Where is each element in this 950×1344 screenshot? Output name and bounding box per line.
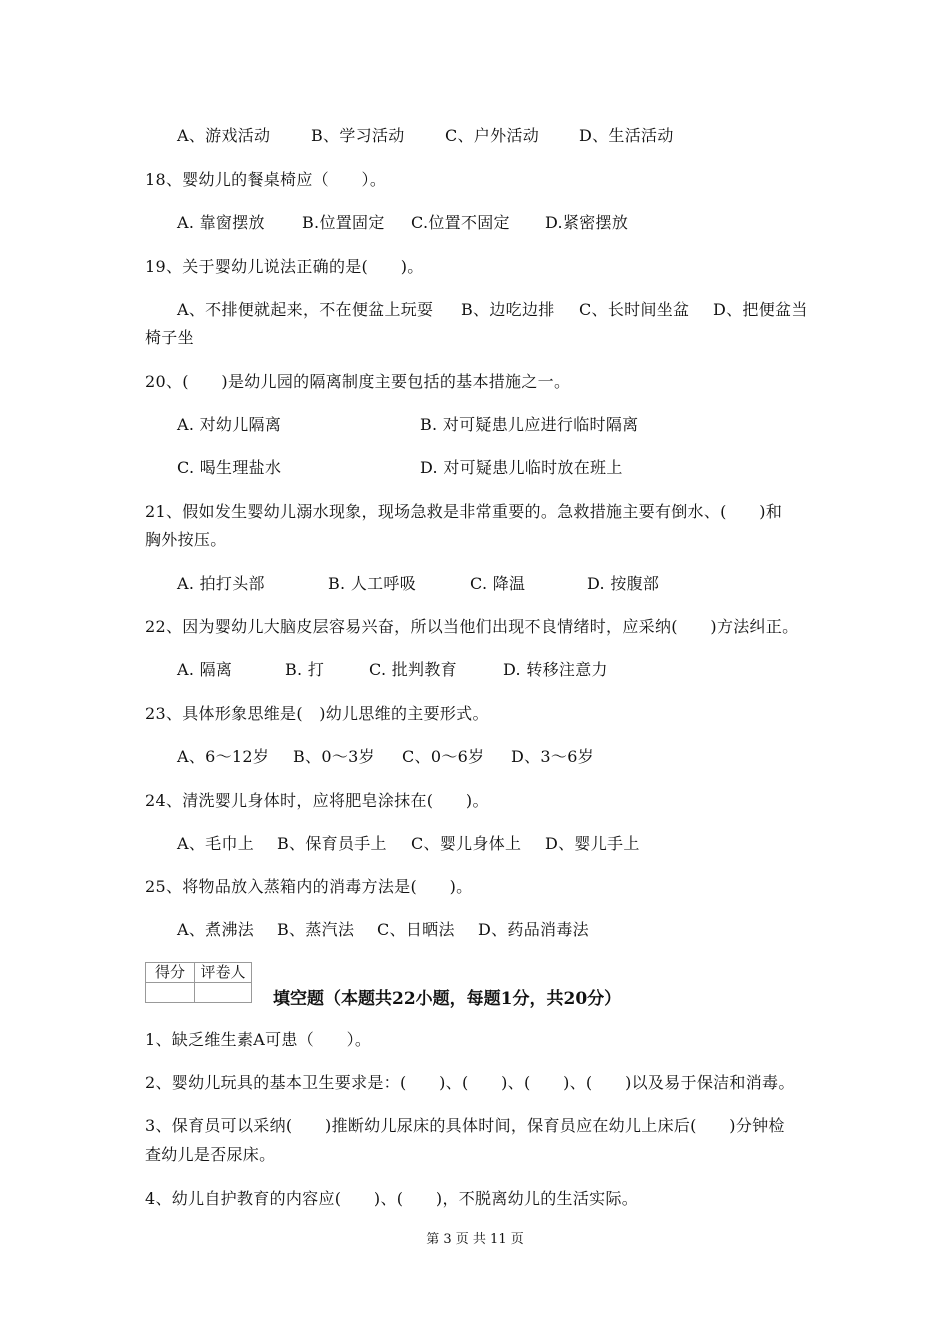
option-c: C、户外活动	[445, 126, 540, 145]
question-25: 25、将物品放入蒸箱内的消毒方法是( )。	[145, 877, 473, 896]
fill-question-3-wrap: 查幼儿是否尿床。	[145, 1145, 276, 1164]
score-table	[145, 962, 252, 1003]
option-a: A. 隔离	[177, 660, 233, 679]
option-a: A、煮沸法	[177, 920, 255, 939]
section-title: 填空题（本题共22小题，每题1分，共20分）	[273, 989, 622, 1009]
score-header: 得分	[146, 963, 195, 983]
question-24: 24、清洗婴儿身体时，应将肥皂涂抹在( )。	[145, 791, 489, 810]
option-c: C、0～6岁	[402, 747, 485, 766]
question-18: 18、婴幼儿的餐桌椅应（ ）。	[145, 170, 387, 189]
option-d: D、把便盆当	[713, 300, 808, 319]
option-c: C. 批判教育	[369, 660, 457, 679]
option-a: A、游戏活动	[177, 126, 271, 145]
option-d: D. 按腹部	[587, 574, 660, 593]
fill-question-3: 3、保育员可以采纳( )推断幼儿尿床的具体时间，保育员应在幼儿上床后( )分钟检	[145, 1116, 785, 1135]
option-b: B.位置固定	[302, 213, 385, 232]
option-c: C、婴儿身体上	[411, 834, 522, 853]
score-cell[interactable]	[146, 983, 195, 1003]
option-b: B、边吃边排	[461, 300, 555, 319]
q19-option-d-wrap: 椅子坐	[145, 328, 194, 347]
option-a: A、6～12岁	[177, 747, 270, 766]
option-a: A、不排便就起来，不在便盆上玩耍	[177, 300, 434, 319]
option-b: B、蒸汽法	[277, 920, 355, 939]
fill-question-2: 2、婴幼儿玩具的基本卫生要求是：( )、( )、( )、( )以及易于保洁和消毒。	[145, 1073, 795, 1092]
fill-question-4: 4、幼儿自护教育的内容应( )、( )，不脱离幼儿的生活实际。	[145, 1189, 639, 1208]
option-b: B、保育员手上	[277, 834, 387, 853]
option-d: D、婴儿手上	[545, 834, 640, 853]
option-c: C、日晒法	[377, 920, 455, 939]
option-c: C. 喝生理盐水	[177, 458, 282, 477]
grader-header: 评卷人	[195, 963, 252, 983]
fill-question-1: 1、缺乏维生素A可患（ ）。	[145, 1030, 372, 1049]
grader-cell[interactable]	[195, 983, 252, 1003]
question-22: 22、因为婴幼儿大脑皮层容易兴奋，所以当他们出现不良情绪时，应采纳( )方法纠正。	[145, 617, 799, 636]
option-d: D、药品消毒法	[478, 920, 589, 939]
option-c: C、长时间坐盆	[579, 300, 690, 319]
option-a: A. 靠窗摆放	[177, 213, 265, 232]
question-20: 20、( )是幼儿园的隔离制度主要包括的基本措施之一。	[145, 372, 571, 391]
option-b: B、0～3岁	[293, 747, 375, 766]
option-b: B. 人工呼吸	[328, 574, 417, 593]
page-number: 第 3 页 共 11 页	[426, 1232, 524, 1247]
option-b: B. 打	[285, 660, 325, 679]
option-d: D. 转移注意力	[503, 660, 608, 679]
option-b: B、学习活动	[311, 126, 405, 145]
question-21: 21、假如发生婴幼儿溺水现象，现场急救是非常重要的。急救措施主要有倒水、( )和	[145, 502, 783, 521]
option-c: C. 降温	[470, 574, 526, 593]
option-b: B. 对可疑患儿应进行临时隔离	[420, 415, 639, 434]
option-d: D. 对可疑患儿临时放在班上	[420, 458, 623, 477]
option-d: D.紧密摆放	[545, 213, 629, 232]
option-a: A. 对幼儿隔离	[177, 415, 282, 434]
option-c: C.位置不固定	[411, 213, 510, 232]
question-21-wrap: 胸外按压。	[145, 530, 227, 549]
option-a: A、毛巾上	[177, 834, 255, 853]
option-d: D、3～6岁	[511, 747, 594, 766]
question-19: 19、关于婴幼儿说法正确的是( )。	[145, 257, 424, 276]
question-23: 23、具体形象思维是( )幼儿思维的主要形式。	[145, 704, 489, 723]
option-d: D、生活活动	[579, 126, 674, 145]
option-a: A. 拍打头部	[177, 574, 265, 593]
